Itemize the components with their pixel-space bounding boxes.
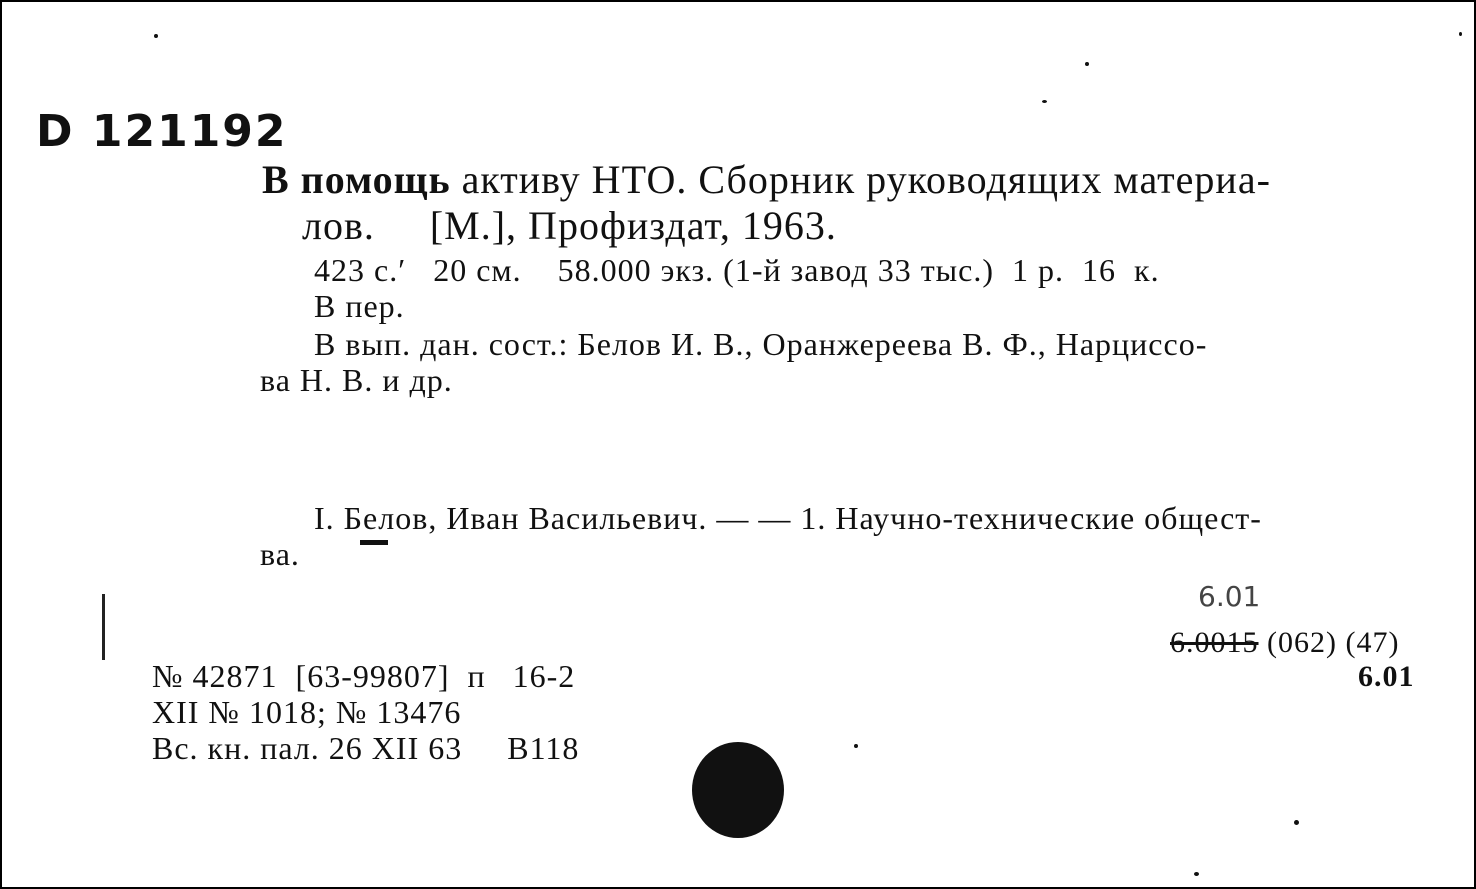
speck [854, 744, 858, 748]
record-ref: XII № 1018; № 13476 [152, 694, 462, 730]
handwritten-class: 6.01 [1198, 580, 1261, 613]
pencil-mark [102, 594, 105, 660]
underline-mark [360, 540, 388, 545]
speck [154, 34, 158, 38]
title-text: активу НТО. Сборник руководящих материа- [461, 157, 1271, 202]
record-registry: Вс. кн. пал. 26 XII 63 В118 [152, 730, 580, 766]
punch-hole [692, 742, 784, 838]
speck [1042, 100, 1047, 103]
physical-description: 423 с.′ 20 см. 58.000 экз. (1-й завод 33 тыс.) 1 р. 16 к. [314, 252, 1160, 288]
speck [1194, 872, 1199, 876]
tracings: I. Белов, Иван Васильевич. — — 1. Научно-технические общест- [314, 500, 1262, 536]
binding-note: В пер. [314, 288, 405, 324]
compilers-note: В вып. дан. сост.: Белов И. В., Оранжереева В. Ф., Нарциссо- [314, 326, 1208, 362]
tracings-cont: ва. [260, 536, 300, 572]
title-line-1 [262, 156, 1271, 203]
title-line-2: лов. [М.], Профиздат, 1963. [302, 203, 837, 248]
codes: (062) (47) [1267, 626, 1400, 659]
speck [1294, 820, 1299, 825]
class-codes [1170, 626, 1399, 660]
speck [1459, 32, 1462, 36]
compilers-note-cont: ва Н. В. и др. [260, 362, 453, 398]
record-number: № 42871 [63-99807] п 16-2 [152, 658, 576, 694]
heading-word: В помощь [262, 157, 451, 202]
inventory-number: D 121192 [36, 106, 288, 157]
struck-code: 6.0015 [1170, 626, 1259, 659]
speck [1085, 62, 1089, 66]
class-code-2: 6.01 [1358, 660, 1415, 693]
